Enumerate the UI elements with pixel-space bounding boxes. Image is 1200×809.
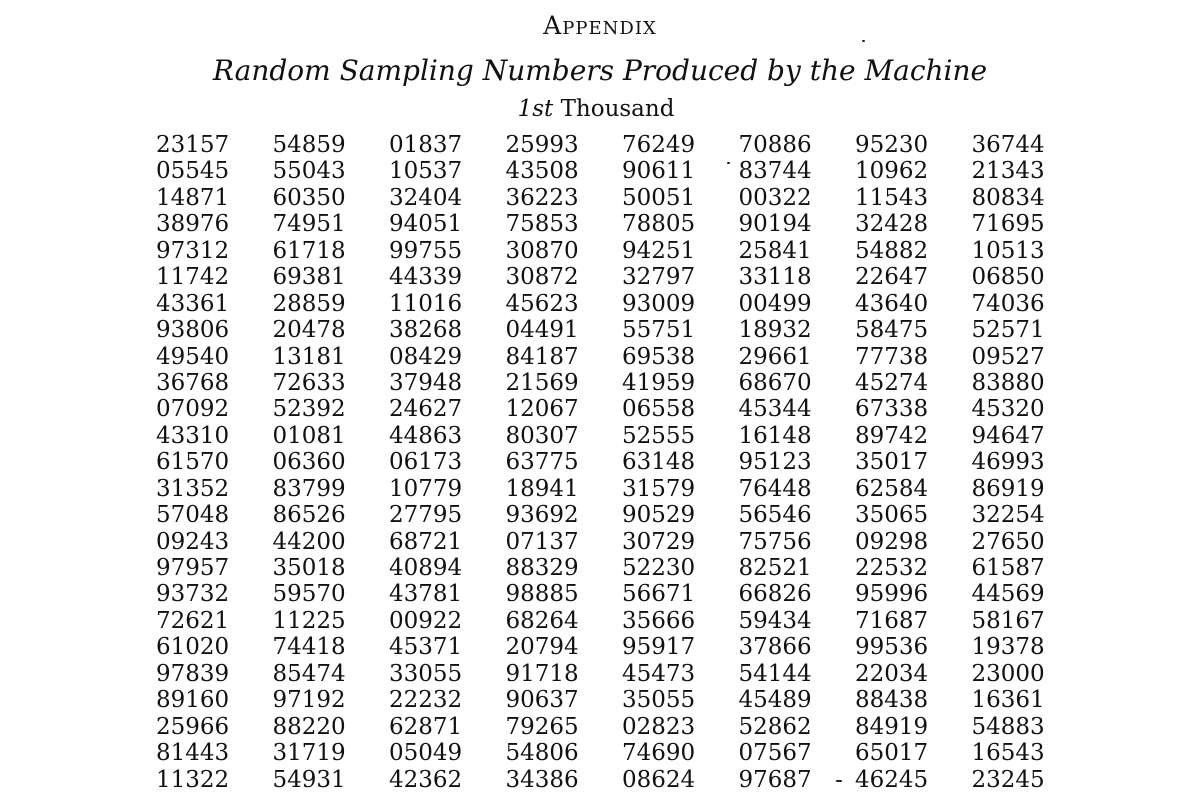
- number-cell: 58167: [971, 607, 1045, 634]
- number-cell: 59434: [738, 607, 812, 634]
- number-cell: 52555: [622, 422, 696, 449]
- number-cell: 69538: [622, 343, 696, 370]
- number-cell: 54859: [272, 132, 346, 158]
- number-cell: 20478: [272, 317, 346, 344]
- number-cell: 62871: [389, 713, 463, 740]
- number-cell: 10779: [389, 475, 463, 502]
- number-cell: 06173: [389, 449, 463, 476]
- table-row: [156, 317, 1056, 343]
- number-cell: 16543: [971, 740, 1045, 767]
- number-cell: 05545: [156, 158, 230, 185]
- number-cell: 99755: [389, 237, 463, 264]
- table-row: [156, 581, 1056, 607]
- number-cell: 93732: [156, 581, 230, 608]
- number-cell: 74418: [272, 634, 346, 661]
- number-cell: 45371: [389, 634, 463, 661]
- number-cell: 11543: [855, 184, 929, 211]
- number-cell: 40894: [389, 555, 463, 581]
- number-cell: 95917: [622, 634, 696, 661]
- number-cell: 75853: [505, 211, 579, 238]
- number-cell: 01081: [272, 422, 346, 449]
- table-row: [156, 423, 1056, 449]
- subtitle-word: Thousand: [560, 96, 675, 122]
- number-cell: 22034: [855, 660, 929, 687]
- number-cell: 34386: [505, 766, 579, 793]
- table-row: [156, 687, 1056, 713]
- number-cell: 18941: [505, 475, 579, 502]
- number-cell: 43310: [156, 422, 230, 449]
- number-cell: 30870: [505, 237, 579, 264]
- number-cell: 43781: [389, 581, 463, 608]
- number-cell: 00322: [738, 184, 812, 211]
- table-row: [156, 476, 1056, 502]
- number-cell: 43361: [156, 290, 230, 317]
- number-cell: 07092: [156, 396, 230, 423]
- number-cell: 42362: [389, 766, 463, 793]
- number-cell: 10513: [971, 237, 1045, 264]
- table-row: [156, 608, 1056, 634]
- number-cell: 54806: [505, 740, 579, 767]
- number-cell: 71687: [855, 607, 929, 634]
- number-cell: 54883: [971, 713, 1045, 740]
- number-cell: 65017: [855, 740, 929, 767]
- number-cell: 52571: [971, 317, 1045, 344]
- number-cell: 21343: [971, 158, 1045, 185]
- number-cell: 22647: [855, 264, 929, 291]
- number-cell: 43508: [505, 158, 579, 185]
- number-cell: 09243: [156, 528, 230, 555]
- number-cell: 90194: [738, 211, 812, 238]
- number-cell: 88329: [505, 555, 579, 581]
- number-cell: 45473: [622, 660, 696, 687]
- number-cell: 99536: [855, 634, 929, 661]
- number-cell: 97192: [272, 687, 346, 714]
- number-cell: 54882: [855, 237, 929, 264]
- number-cell: 83744: [738, 158, 812, 185]
- number-cell: 22232: [389, 687, 463, 714]
- number-cell: 95230: [855, 132, 929, 158]
- number-cell: 35017: [855, 449, 929, 476]
- number-cell: 86919: [971, 475, 1045, 502]
- number-cell: 21569: [505, 369, 579, 396]
- print-speck: [862, 40, 865, 42]
- number-cell: 31352: [156, 475, 230, 502]
- number-cell: 74036: [971, 290, 1045, 317]
- number-cell: 54144: [738, 660, 812, 687]
- table-row: [156, 449, 1056, 475]
- number-cell: 82521: [738, 555, 812, 581]
- number-cell: 32404: [389, 184, 463, 211]
- number-cell: 45623: [505, 290, 579, 317]
- number-cell: 20794: [505, 634, 579, 661]
- number-cell: 75756: [738, 528, 812, 555]
- number-cell: 35065: [855, 502, 929, 529]
- number-cell: 38268: [389, 317, 463, 344]
- number-cell: 93692: [505, 502, 579, 529]
- number-cell: 30872: [505, 264, 579, 291]
- number-cell: 97687: [738, 766, 812, 793]
- number-cell: 56546: [738, 502, 812, 529]
- table-row: [156, 502, 1056, 528]
- number-cell: 44863: [389, 422, 463, 449]
- table-row: [156, 714, 1056, 740]
- table-row: [156, 634, 1056, 660]
- table-row: [156, 370, 1056, 396]
- table-subtitle: [0, 94, 1192, 124]
- table-row: [156, 767, 1056, 793]
- number-cell: 02823: [622, 713, 696, 740]
- random-number-table: [156, 132, 1056, 793]
- number-cell: 61587: [971, 555, 1045, 581]
- number-cell: 11016: [389, 290, 463, 317]
- number-cell: 59570: [272, 581, 346, 608]
- number-cell: 68264: [505, 607, 579, 634]
- number-cell: 68721: [389, 528, 463, 555]
- number-cell: 09527: [971, 343, 1045, 370]
- number-cell: 44339: [389, 264, 463, 291]
- number-cell: 46245: [855, 766, 929, 793]
- number-cell: 61020: [156, 634, 230, 661]
- number-cell: 06558: [622, 396, 696, 423]
- table-row: [156, 555, 1056, 581]
- number-cell: 44200: [272, 528, 346, 555]
- number-cell: 36744: [971, 132, 1045, 158]
- number-cell: 45274: [855, 369, 929, 396]
- number-cell: 93009: [622, 290, 696, 317]
- number-cell: 05049: [389, 740, 463, 767]
- number-cell: 66826: [738, 581, 812, 608]
- number-cell: 23000: [971, 660, 1045, 687]
- number-cell: 95996: [855, 581, 929, 608]
- number-cell: 76249: [622, 132, 696, 158]
- number-cell: 80834: [971, 184, 1045, 211]
- number-cell: 78805: [622, 211, 696, 238]
- number-cell: 45320: [971, 396, 1045, 423]
- table-row: [156, 211, 1056, 237]
- number-cell: 25966: [156, 713, 230, 740]
- number-cell: 13181: [272, 343, 346, 370]
- number-cell: 90611: [622, 158, 696, 185]
- number-cell: 23245: [971, 766, 1045, 793]
- number-cell: 77738: [855, 343, 929, 370]
- number-cell: 74951: [272, 211, 346, 238]
- number-cell: 35018: [272, 555, 346, 581]
- number-cell: 23157: [156, 132, 230, 158]
- number-cell: 10962: [855, 158, 929, 185]
- number-cell: 36768: [156, 369, 230, 396]
- number-cell: 93806: [156, 317, 230, 344]
- appendix-heading: Appendix: [543, 11, 657, 40]
- number-cell: 07137: [505, 528, 579, 555]
- number-cell: 98885: [505, 581, 579, 608]
- print-speck: [836, 780, 842, 782]
- number-cell: 57048: [156, 502, 230, 529]
- number-cell: 36223: [505, 184, 579, 211]
- table-row: [156, 661, 1056, 687]
- number-cell: 06360: [272, 449, 346, 476]
- number-cell: 83880: [971, 369, 1045, 396]
- number-cell: 69381: [272, 264, 346, 291]
- number-cell: 97312: [156, 237, 230, 264]
- number-cell: 30729: [622, 528, 696, 555]
- number-cell: 01837: [389, 132, 463, 158]
- number-cell: 38976: [156, 211, 230, 238]
- number-cell: 71695: [971, 211, 1045, 238]
- table-row: [156, 291, 1056, 317]
- number-cell: 56671: [622, 581, 696, 608]
- table-row: [156, 132, 1056, 158]
- number-cell: 31579: [622, 475, 696, 502]
- number-cell: 67338: [855, 396, 929, 423]
- number-cell: 12067: [505, 396, 579, 423]
- number-cell: 89742: [855, 422, 929, 449]
- table-row: [156, 740, 1056, 766]
- table-row: [156, 529, 1056, 555]
- number-cell: 72621: [156, 607, 230, 634]
- number-cell: 24627: [389, 396, 463, 423]
- number-cell: 94251: [622, 237, 696, 264]
- number-cell: 45489: [738, 687, 812, 714]
- number-cell: 95123: [738, 449, 812, 476]
- number-cell: 08624: [622, 766, 696, 793]
- number-cell: 44569: [971, 581, 1045, 608]
- subtitle-ordinal: 1st: [517, 96, 554, 122]
- number-cell: 11225: [272, 607, 346, 634]
- number-cell: 25841: [738, 237, 812, 264]
- table-row: [156, 185, 1056, 211]
- number-cell: 32254: [971, 502, 1045, 529]
- number-cell: 25993: [505, 132, 579, 158]
- number-cell: 89160: [156, 687, 230, 714]
- number-cell: 14871: [156, 184, 230, 211]
- number-cell: 00922: [389, 607, 463, 634]
- number-cell: 41959: [622, 369, 696, 396]
- number-cell: 32428: [855, 211, 929, 238]
- number-cell: 27650: [971, 528, 1045, 555]
- number-cell: 43640: [855, 290, 929, 317]
- number-cell: 79265: [505, 713, 579, 740]
- number-cell: 49540: [156, 343, 230, 370]
- number-cell: 04491: [505, 317, 579, 344]
- number-cell: 90637: [505, 687, 579, 714]
- table-row: [156, 396, 1056, 422]
- number-cell: 80307: [505, 422, 579, 449]
- print-speck: [727, 162, 730, 164]
- number-cell: 68670: [738, 369, 812, 396]
- number-cell: 33055: [389, 660, 463, 687]
- number-cell: 63148: [622, 449, 696, 476]
- number-cell: 35055: [622, 687, 696, 714]
- number-cell: 60350: [272, 184, 346, 211]
- number-cell: 61570: [156, 449, 230, 476]
- table-row: [156, 344, 1056, 370]
- number-cell: 10537: [389, 158, 463, 185]
- number-cell: 86526: [272, 502, 346, 529]
- number-cell: 22532: [855, 555, 929, 581]
- number-cell: 97957: [156, 555, 230, 581]
- number-cell: 88438: [855, 687, 929, 714]
- number-cell: 07567: [738, 740, 812, 767]
- number-cell: 06850: [971, 264, 1045, 291]
- number-cell: 54931: [272, 766, 346, 793]
- number-cell: 00499: [738, 290, 812, 317]
- number-cell: 31719: [272, 740, 346, 767]
- number-cell: 46993: [971, 449, 1045, 476]
- number-cell: 85474: [272, 660, 346, 687]
- table-row: [156, 264, 1056, 290]
- number-cell: 16148: [738, 422, 812, 449]
- number-cell: 81443: [156, 740, 230, 767]
- number-cell: 55751: [622, 317, 696, 344]
- number-cell: 94647: [971, 422, 1045, 449]
- number-cell: 37866: [738, 634, 812, 661]
- number-cell: 27795: [389, 502, 463, 529]
- number-cell: 63775: [505, 449, 579, 476]
- number-cell: 32797: [622, 264, 696, 291]
- number-cell: 72633: [272, 369, 346, 396]
- number-cell: 18932: [738, 317, 812, 344]
- number-cell: 90529: [622, 502, 696, 529]
- table-title: Random Sampling Numbers Produced by the Machine: [212, 54, 988, 87]
- number-cell: 52862: [738, 713, 812, 740]
- number-cell: 91718: [505, 660, 579, 687]
- number-cell: 09298: [855, 528, 929, 555]
- number-cell: 62584: [855, 475, 929, 502]
- table-row: [156, 238, 1056, 264]
- number-cell: 94051: [389, 211, 463, 238]
- number-cell: 52392: [272, 396, 346, 423]
- number-cell: 76448: [738, 475, 812, 502]
- number-cell: 70886: [738, 132, 812, 158]
- number-cell: 19378: [971, 634, 1045, 661]
- number-cell: 50051: [622, 184, 696, 211]
- number-cell: 11742: [156, 264, 230, 291]
- number-cell: 33118: [738, 264, 812, 291]
- number-cell: 28859: [272, 290, 346, 317]
- number-cell: 84187: [505, 343, 579, 370]
- number-cell: 55043: [272, 158, 346, 185]
- number-cell: 35666: [622, 607, 696, 634]
- number-cell: 52230: [622, 555, 696, 581]
- number-cell: 37948: [389, 369, 463, 396]
- number-cell: 74690: [622, 740, 696, 767]
- number-cell: 61718: [272, 237, 346, 264]
- number-cell: 88220: [272, 713, 346, 740]
- number-cell: 29661: [738, 343, 812, 370]
- number-cell: 08429: [389, 343, 463, 370]
- table-row: [156, 158, 1056, 184]
- number-cell: 58475: [855, 317, 929, 344]
- number-cell: 16361: [971, 687, 1045, 714]
- number-cell: 97839: [156, 660, 230, 687]
- number-cell: 11322: [156, 766, 230, 793]
- number-cell: 83799: [272, 475, 346, 502]
- number-cell: 84919: [855, 713, 929, 740]
- number-cell: 45344: [738, 396, 812, 423]
